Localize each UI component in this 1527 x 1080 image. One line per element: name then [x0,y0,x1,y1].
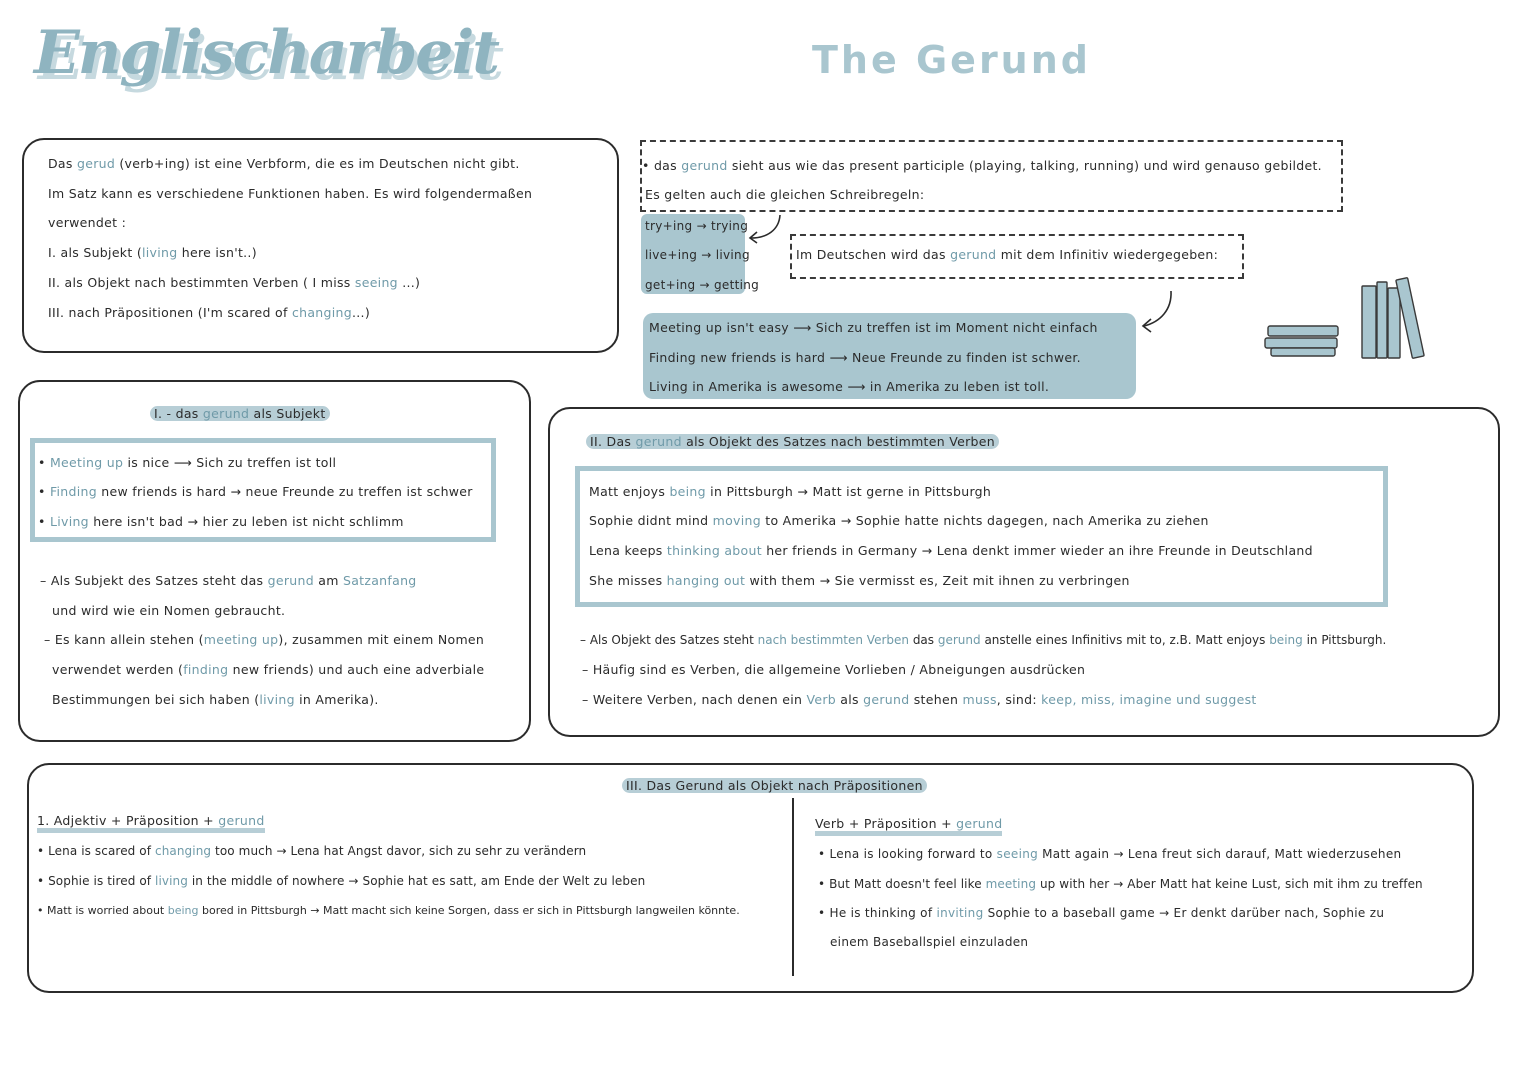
page-subtitle: The Gerund [812,38,1091,82]
curved-arrow-icon [1138,288,1178,334]
subject-note-3: – Es kann allein stehen (meeting up), zusammen mit einem Nomen [44,632,485,647]
preposition-example: • But Matt doesn't feel like meeting up with her → Aber Matt hat keine Lust, sich mit ihm zu treffen [818,877,1423,891]
column-divider [792,798,794,976]
preposition-example: • Lena is looking forward to seeing Matt again → Lena freut sich darauf, Matt wiederzusehen [818,847,1402,861]
subject-heading: I. - das gerund als Subjekt [150,406,330,422]
preposition-example: • He is thinking of inviting Sophie to a baseball game → Er denkt darüber nach, Sophie zu [818,906,1385,920]
object-example: She misses hanging out with them → Sie vermisst es, Zeit mit ihnen zu verbringen [589,573,1130,588]
object-example: Matt enjoys being in Pittsburgh → Matt ist gerne in Pittsburgh [589,484,992,499]
object-example: Lena keeps thinking about her friends in Germany → Lena denkt immer wieder an ihre Freunde in Deutschland [589,543,1313,558]
rule-getting: get+ing → getting [645,278,760,292]
subject-example: • Living here isn't bad → hier zu leben ist nicht schlimm [38,514,404,529]
preposition-example: • Matt is worried about being bored in Pittsburgh → Matt macht sich keine Sorgen, dass er sich in Pittsburgh langweilen könnte. [37,904,740,917]
subject-example: • Meeting up is nice ⟶ Sich zu treffen ist toll [38,455,337,470]
object-note-2: – Häufig sind es Verben, die allgemeine Vorlieben / Abneigungen ausdrücken [582,662,1086,677]
intro-line-3: verwendet : [48,215,127,230]
object-note-3: – Weitere Verben, nach denen ein Verb als gerund stehen muss, sind: keep, miss, imagine und suggest [582,692,1257,707]
object-example: Sophie didnt mind moving to Amerika → Sophie hatte nichts dagegen, nach Amerika zu ziehen [589,513,1209,528]
preposition-example-continued: einem Baseballspiel einzuladen [830,935,1029,949]
right-column-heading: Verb + Präposition + gerund [815,816,1002,832]
rule-trying: try+ing → trying [645,219,749,233]
curved-arrow-icon [745,212,785,246]
subject-example: • Finding new friends is hard → neue Freunde zu treffen ist schwer [38,484,473,499]
translation-line: Finding new friends is hard ⟶ Neue Freunde zu finden ist schwer. [649,350,1081,365]
subject-note-1: – Als Subjekt des Satzes steht das gerund am Satzanfang [40,573,417,588]
spelling-line-2: Es gelten auch die gleichen Schreibregeln: [645,187,925,202]
subject-note-5: Bestimmungen bei sich haben (living in Amerika). [52,692,379,707]
preposition-heading: III. Das Gerund als Objekt nach Präpositionen [622,778,927,794]
left-column-heading: 1. Adjektiv + Präposition + gerund [37,813,265,829]
object-note-1: – Als Objekt des Satzes steht nach bestimmten Verben das gerund anstelle eines Infinitivs mit to, z.B. Matt enjoys being in Pittsburgh. [580,633,1387,647]
intro-line-4: I. als Subjekt (living here isn't..) [48,245,257,260]
intro-line-1: Das gerud (verb+ing) ist eine Verbform, die es im Deutschen nicht gibt. [48,156,520,171]
object-heading: II. Das gerund als Objekt des Satzes nach bestimmten Verben [586,434,999,450]
page-title: Englischarbeit [34,18,498,88]
infinitive-note: Im Deutschen wird das gerund mit dem Infinitiv wiedergegeben: [796,247,1219,262]
translation-line: Meeting up isn't easy ⟶ Sich zu treffen ist im Moment nicht einfach [649,320,1098,335]
subject-note-4: verwendet werden (finding new friends) und auch eine adverbiale [52,662,485,677]
books-icon [1262,276,1430,364]
intro-line-2: Im Satz kann es verschiedene Funktionen haben. Es wird folgendermaßen [48,186,533,201]
rule-living: live+ing → living [645,248,750,262]
preposition-example: • Lena is scared of changing too much → Lena hat Angst davor, sich zu sehr zu verändern [37,844,587,858]
subject-section-box [18,380,531,742]
intro-line-5: II. als Objekt nach bestimmten Verben ( I miss seeing ...) [48,275,421,290]
translation-line: Living in Amerika is awesome ⟶ in Amerika zu leben ist toll. [649,379,1050,394]
subject-note-2: und wird wie ein Nomen gebraucht. [52,603,286,618]
intro-line-6: III. nach Präpositionen (I'm scared of changing...) [48,305,370,320]
preposition-example: • Sophie is tired of living in the middle of nowhere → Sophie hat es satt, am Ende der Welt zu leben [37,874,646,888]
spelling-line-1: • das gerund sieht aus wie das present participle (playing, talking, running) und wird genauso gebildet. [642,158,1322,173]
